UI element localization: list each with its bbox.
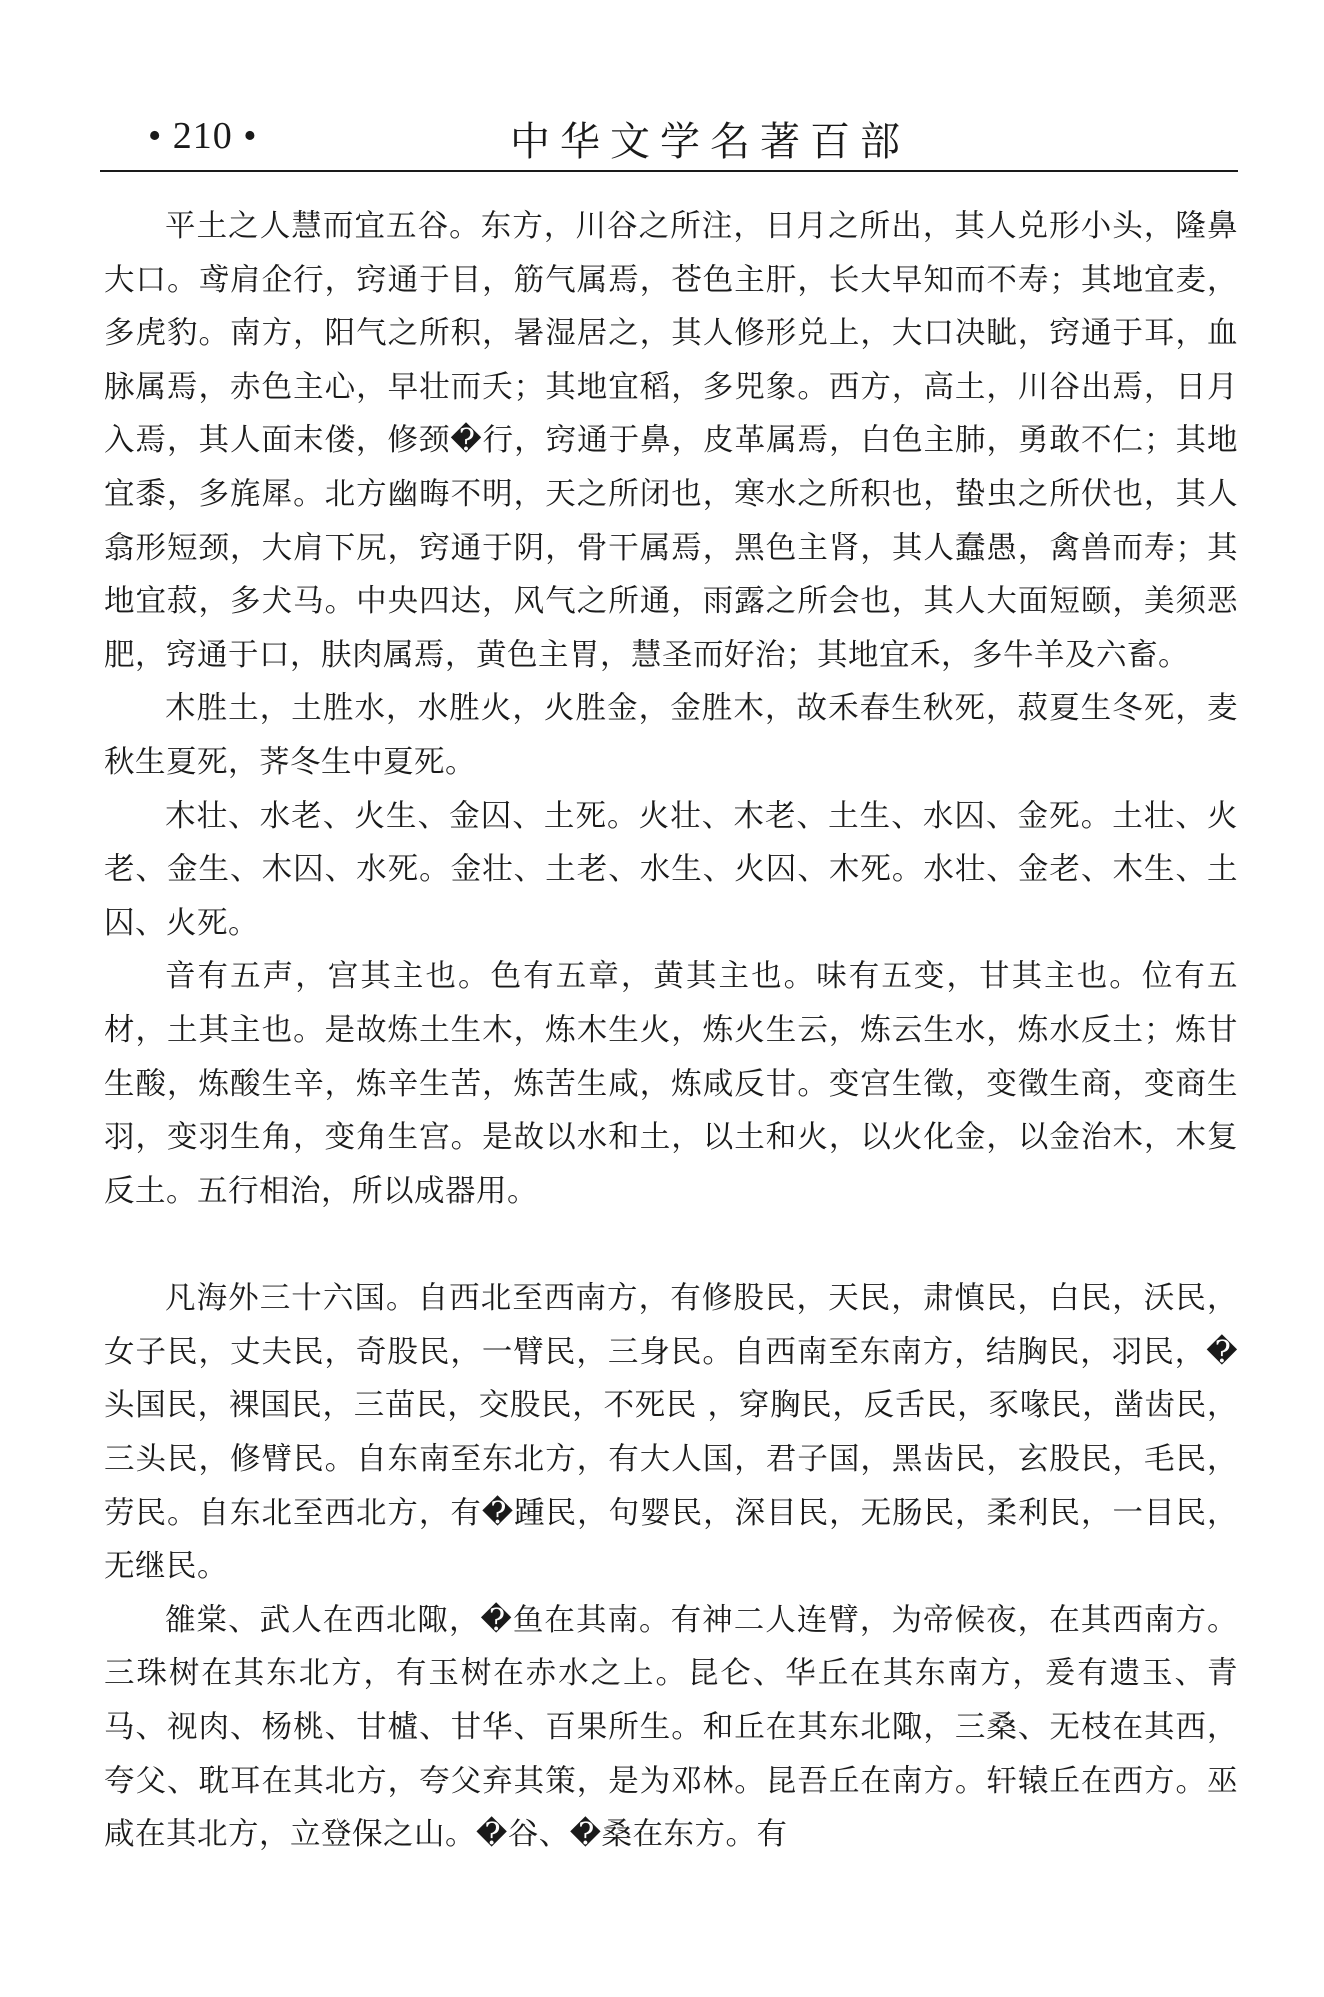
book-title: 中华文学名著百部 bbox=[510, 119, 910, 165]
paragraph: 凡海外三十六国。自西北至西南方，有修股民，天民，肃慎民，白民，沃民，女子民，丈夫民，奇股民，一臂民，三身民。自西南至东南方，结胸民，羽民，�头国民，裸国民，三苗民，交股民，不死民 ，穿胸民，反舌民，豕喙民，凿齿民，三头民，修臂民。自东南至东北方，有大人国，君子国，黑齿民，玄股民，毛民，劳民。自东北至西北方，有�踵民，句婴民，深目民，无肠民，柔利民，一目民，无继民。 bbox=[104, 1281, 1238, 1585]
page-number: • 210 • bbox=[148, 115, 258, 157]
paragraph: 音有五声，宫其主也。色有五章，黄其主也。味有五变，甘其主也。位有五材，土其主也。是故炼土生木，炼木生火，炼火生云，炼云生水，炼水反土；炼甘生酸，炼酸生辛，炼辛生苦，炼苦生咸，炼咸反甘。变宫生徵，变徵生商，变商生羽，变羽生角，变角生宫。是故以水和土，以土和火，以火化金，以金治木，木复反土。五行相治，所以成器用。 bbox=[104, 959, 1238, 1209]
paragraph: 木壮、水老、火生、金囚、土死。火壮、木老、土生、水囚、金死。土壮、火老、金生、木囚、水死。金壮、土老、水生、火囚、木死。水壮、金老、木生、土囚、火死。 bbox=[104, 798, 1238, 941]
paragraph: 雒棠、武人在西北陬，�鱼在其南。有神二人连臂，为帝候夜，在其西南方。三珠树在其东北方，有玉树在赤水之上。昆仑、华丘在其东南方，爰有遗玉、青马、视肉、杨桃、甘樝、甘华、百果所生。和丘在其东北陬，三桑、无枝在其西，夸父、耽耳在其北方，夸父弃其策，是为邓林。昆吾丘在南方。轩辕丘在西方。巫咸在其北方，立登保之山。�谷、�桑在东方。有 bbox=[104, 1602, 1238, 1853]
header-divider bbox=[100, 170, 1238, 172]
body-text bbox=[104, 200, 1238, 1862]
paragraph: 木胜土，土胜水，水胜火，火胜金，金胜木，故禾春生秋死，菽夏生冬死，麦秋生夏死，荠冬生中夏死。 bbox=[104, 691, 1238, 780]
paragraph: 平土之人慧而宜五谷。东方，川谷之所注，日月之所出，其人兑形小头，隆鼻大口。鸢肩企行，窍通于目，筋气属焉，苍色主肝，长大早知而不寿；其地宜麦，多虎豹。南方，阳气之所积，暑湿居之，其人修形兑上，大口决眦，窍通于耳，血脉属焉，赤色主心，早壮而夭；其地宜稻，多兕象。西方，高土，川谷出焉，日月入焉，其人面末偻，修颈�行，窍通于鼻，皮革属焉，白色主肺，勇敢不仁；其地宜黍，多旄犀。北方幽晦不明，天之所闭也，寒水之所积也，蛰虫之所伏也，其人翕形短颈，大肩下尻，窍通于阴，骨干属焉，黑色主肾，其人蠢愚，禽兽而寿；其地宜菽，多犬马。中央四达，风气之所通，雨露之所会也，其人大面短颐，美须恶肥，窍通于口，肤肉属焉，黄色主胃，慧圣而好治；其地宜禾，多牛羊及六畜。 bbox=[104, 209, 1238, 673]
page-header bbox=[100, 108, 1238, 168]
